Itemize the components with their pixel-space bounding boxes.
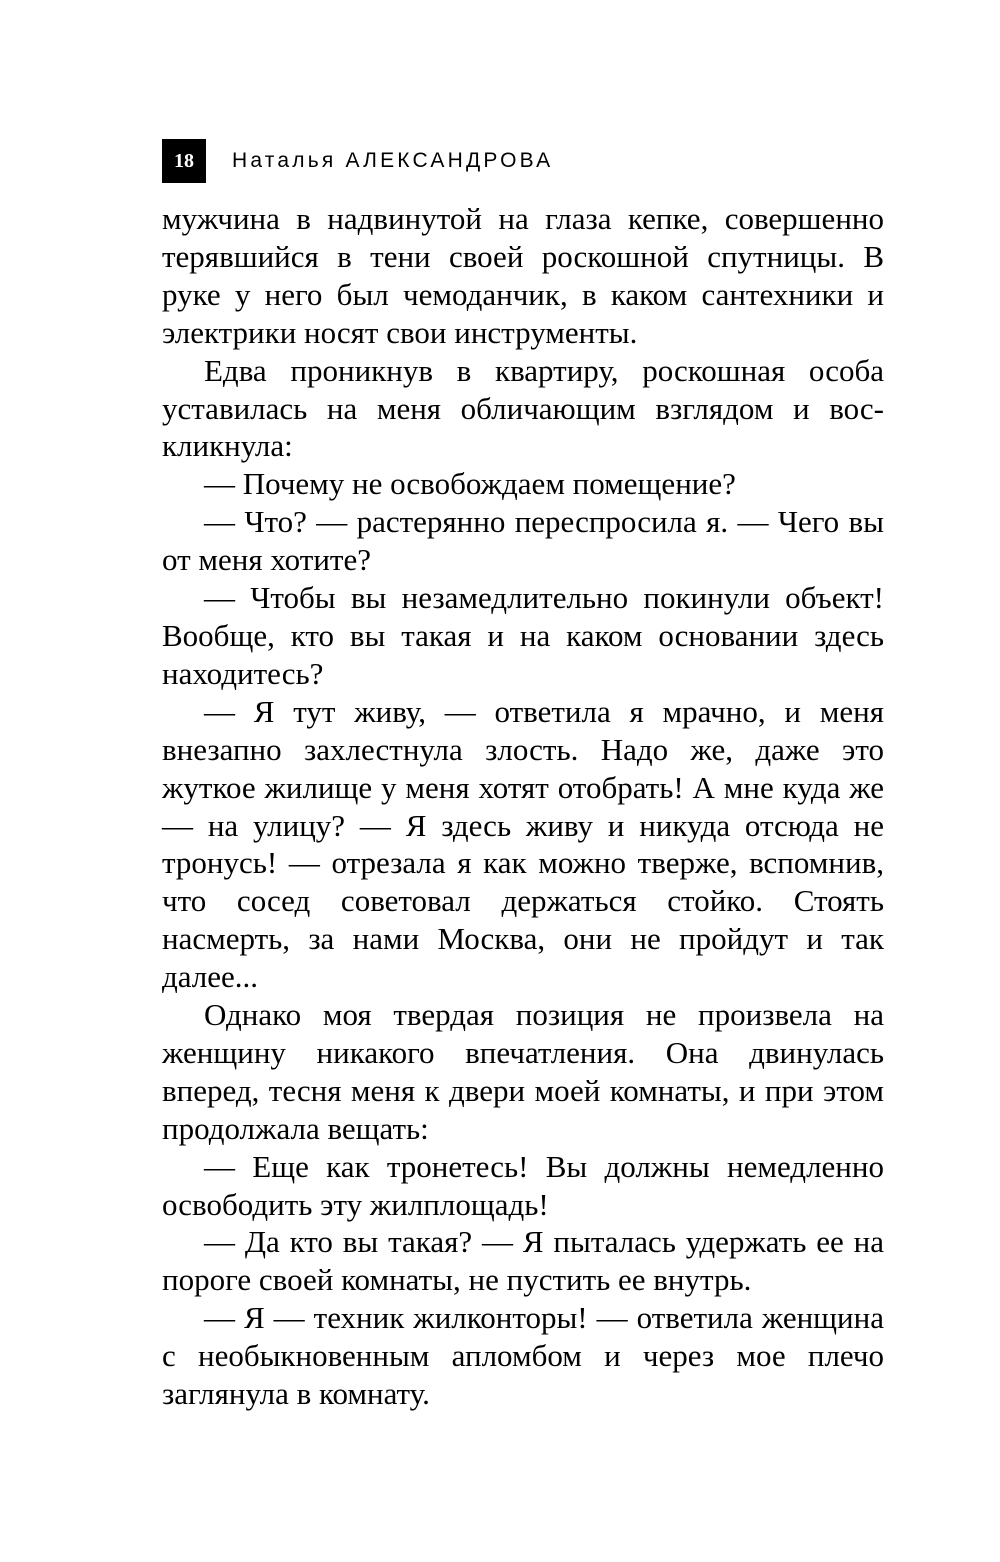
paragraph: — Я тут живу, — ответила я мрачно, и меня внезапно захлестнула злость. Надо же, даже это жуткое жилище у меня хотят отобрать! А мне куда же — на улицу? — Я здесь живу и никуда отсюда не тронусь! — отрезала я как можно тверже, вспомнив, что сосед советовал держаться стойко. Стоять насмерть, за нами Москва, они не пройдут и так далее...	[162, 693, 884, 995]
paragraph: — Да кто вы такая? — Я пыталась удержать ее на пороге своей комнаты, не пустить ее внутрь.	[162, 1224, 884, 1298]
running-header	[162, 139, 553, 183]
body-text	[162, 200, 884, 1413]
paragraph: — Почему не освобождаем помещение?	[204, 466, 736, 502]
paragraph: мужчина в надвинутой на глаза кепке, совершенно терявшийся в тени своей роскошной спутницы. В руке у него был чемоданчик, в каком сантехники и электрики носят свои инструменты.	[162, 201, 884, 350]
paragraph: — Чтобы вы незамедлительно покинули объект! Вообще, кто вы такая и на каком основании здесь находитесь?	[162, 580, 884, 691]
author-name: Наталья АЛЕКСАНДРОВА	[232, 149, 554, 172]
paragraph: Однако моя твердая позиция не произвела на женщину никакого впечатления. Она двинулась вперед, тесня меня к двери моей комнаты, и при этом продолжала вещать:	[162, 997, 884, 1146]
paragraph: — Что? — растерянно переспросила я. — Чего вы от меня хотите?	[162, 504, 884, 578]
paragraph: — Еще как тронетесь! Вы должны немедленно освободить эту жилплощадь!	[162, 1148, 884, 1222]
page-number: 18	[162, 139, 206, 183]
paragraph: Едва проникнув в квартиру, роскошная особа уставилась на меня обличающим взглядом и воскликнула:	[162, 352, 884, 464]
paragraph: — Я — техник жилконторы! — ответила женщина с необыкновенным апломбом и через мое плечо заглянула в комнату.	[162, 1300, 884, 1412]
